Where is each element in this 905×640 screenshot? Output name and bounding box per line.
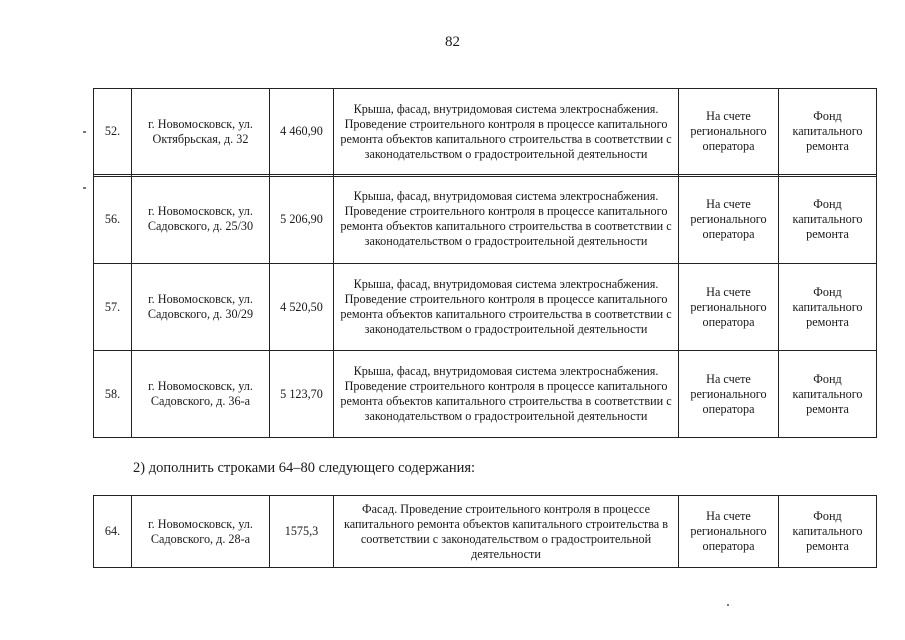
house-area: 5 206,90 [270, 175, 334, 264]
scan-dot [727, 604, 729, 606]
house-address: г. Новомосковск, ул. Садовского, д. 25/30 [132, 175, 270, 264]
house-address: г. Новомосковск, ул. Октябрьская, д. 32 [132, 89, 270, 175]
scan-mark [83, 187, 86, 189]
house-area: 5 123,70 [270, 351, 334, 438]
repair-table [93, 88, 877, 438]
funding-source: Фонд капитального ремонта [779, 264, 877, 351]
table-row [94, 264, 877, 351]
repair-works: Фасад. Проведение строительного контроля в процессе капитального ремонта объектов капитального строительства в соответствии с законодательством о градостроительной деятельности [334, 496, 679, 568]
repair-works: Крыша, фасад, внутридомовая система электроснабжения. Проведение строительного контроля в процессе капитального ремонта объектов капитального строительства в соответствии с законодательством о градостроительной деятельности [334, 175, 679, 264]
house-area: 1575,3 [270, 496, 334, 568]
account-holder: На счете регионального оператора [679, 264, 779, 351]
house-address: г. Новомосковск, ул. Садовского, д. 36-а [132, 351, 270, 438]
row-number: 52. [94, 89, 132, 175]
table-row [94, 351, 877, 438]
house-area: 4 460,90 [270, 89, 334, 175]
account-holder: На счете регионального оператора [679, 89, 779, 175]
table-row [94, 89, 877, 175]
scan-mark [83, 131, 86, 133]
added-rows-table [93, 495, 877, 568]
repair-works: Крыша, фасад, внутридомовая система электроснабжения. Проведение строительного контроля в процессе капитального ремонта объектов капитального строительства в соответствии с законодательством о градостроительной деятельности [334, 89, 679, 175]
page-number: 82 [445, 34, 460, 50]
funding-source: Фонд капитального ремонта [779, 89, 877, 175]
funding-source: Фонд капитального ремонта [779, 175, 877, 264]
row-number: 58. [94, 351, 132, 438]
row-number: 57. [94, 264, 132, 351]
house-address: г. Новомосковск, ул. Садовского, д. 28-а [132, 496, 270, 568]
account-holder: На счете регионального оператора [679, 496, 779, 568]
account-holder: На счете регионального оператора [679, 351, 779, 438]
repair-works: Крыша, фасад, внутридомовая система электроснабжения. Проведение строительного контроля в процессе капитального ремонта объектов капитального строительства в соответствии с законодательством о градостроительной деятельности [334, 351, 679, 438]
funding-source: Фонд капитального ремонта [779, 496, 877, 568]
repair-works: Крыша, фасад, внутридомовая система электроснабжения. Проведение строительного контроля в процессе капитального ремонта объектов капитального строительства в соответствии с законодательством о градостроительной деятельности [334, 264, 679, 351]
row-separator [93, 176, 876, 177]
table-row [94, 496, 877, 568]
funding-source: Фонд капитального ремонта [779, 351, 877, 438]
house-area: 4 520,50 [270, 264, 334, 351]
row-number: 56. [94, 175, 132, 264]
house-address: г. Новомосковск, ул. Садовского, д. 30/29 [132, 264, 270, 351]
amendment-instruction: 2) дополнить строками 64–80 следующего содержания: [133, 460, 476, 476]
table-row [94, 175, 877, 264]
account-holder: На счете регионального оператора [679, 175, 779, 264]
row-number: 64. [94, 496, 132, 568]
